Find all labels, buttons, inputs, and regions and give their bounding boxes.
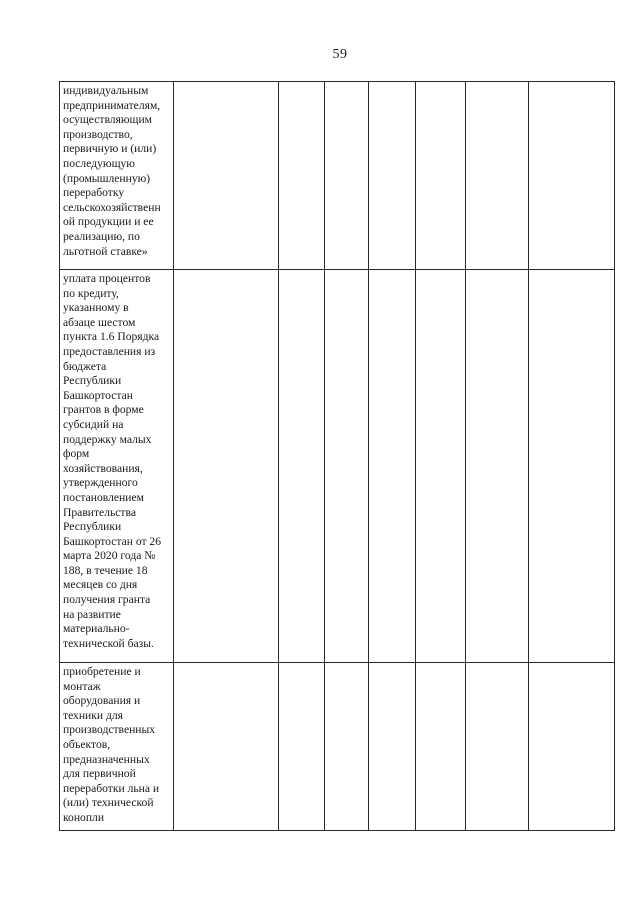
table-row [60, 663, 615, 831]
row-label-cell: индивидуальным предпринимателям, осуществляющим производство, первичную и (или) последующую (промышленную) переработку сельскохозяйственн ой продукции и ее реализацию, по льготной ставке» [60, 82, 174, 270]
empty-cell [369, 663, 416, 831]
empty-cell [466, 663, 529, 831]
empty-cell [529, 663, 615, 831]
table-row [60, 270, 615, 663]
empty-cell [369, 270, 416, 663]
empty-cell [325, 270, 369, 663]
empty-cell [529, 82, 615, 270]
data-table [59, 81, 615, 831]
empty-cell [416, 82, 466, 270]
empty-cell [174, 663, 279, 831]
empty-cell [279, 270, 325, 663]
empty-cell [325, 663, 369, 831]
row-label-cell: уплата процентов по кредиту, указанному в абзаце шестом пункта 1.6 Порядка предоставления из бюджета Республики Башкортостан грантов в форме субсидий на поддержку малых форм хозяйствования, утвержденного постановлением Правительства Республики Башкортостан от 26 марта 2020 года № 188, в течение 18 месяцев со дня получения гранта на развитие материально- технической базы. [60, 270, 174, 663]
table-row [60, 82, 615, 270]
empty-cell [325, 82, 369, 270]
page-number: 59 [332, 47, 348, 62]
empty-cell [174, 270, 279, 663]
empty-cell [466, 270, 529, 663]
empty-cell [279, 663, 325, 831]
empty-cell [529, 270, 615, 663]
empty-cell [279, 82, 325, 270]
row-label-cell: приобретение и монтаж оборудования и техники для производственных объектов, предназначенных для первичной переработки льна и (или) технической конопли [60, 663, 174, 831]
empty-cell [174, 82, 279, 270]
empty-cell [416, 663, 466, 831]
empty-cell [369, 82, 416, 270]
empty-cell [416, 270, 466, 663]
empty-cell [466, 82, 529, 270]
